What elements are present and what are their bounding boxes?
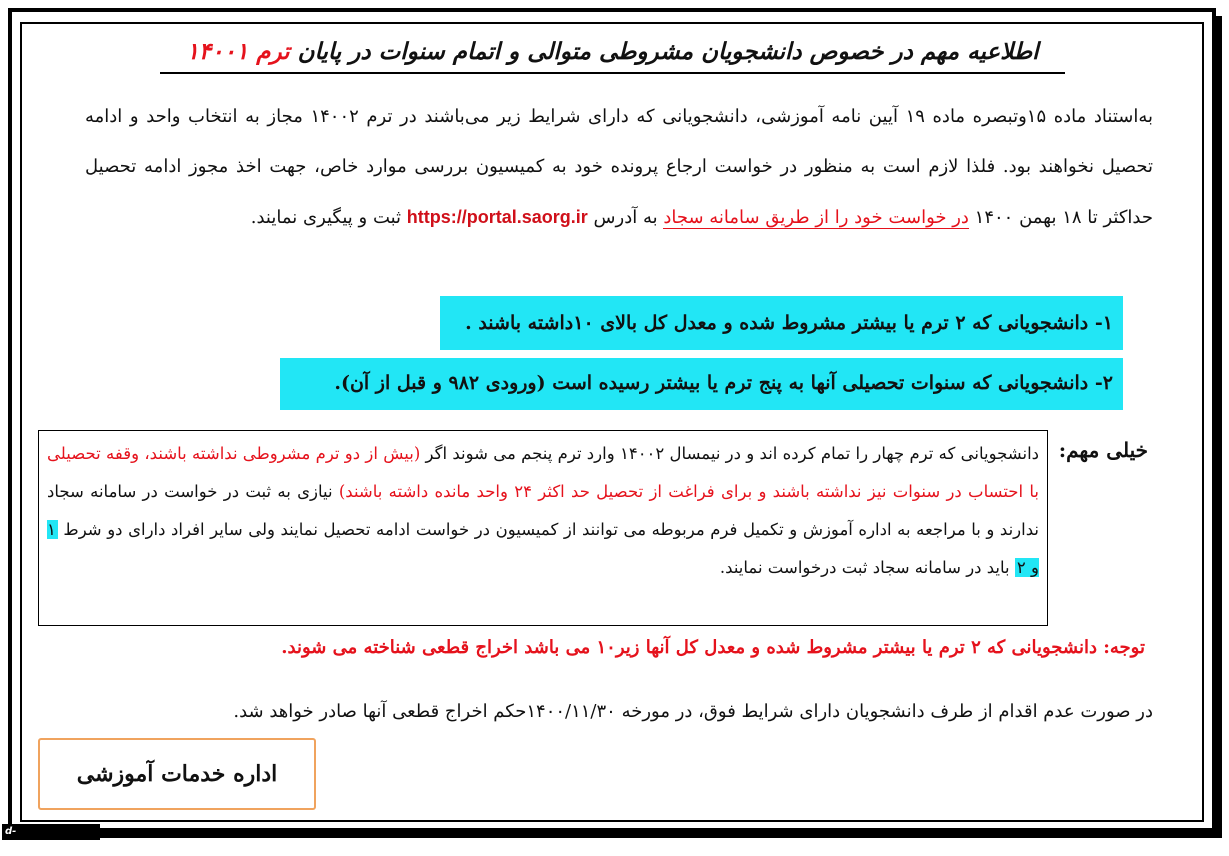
note-text: توجه: دانشجویانی که ۲ ترم یا بیشتر مشروط شده و معدل کل آنها زیر۱۰ می باشد اخراج قطعی شناخته می شوند. xyxy=(281,637,1145,658)
frame-shadow-bottom xyxy=(16,832,1222,838)
important-box xyxy=(38,430,1048,626)
important-highlight: ۱ و ۲ xyxy=(47,520,1039,577)
signature-box xyxy=(38,738,316,810)
final-text: در صورت عدم اقدام از طرف دانشجویان دارای شرایط فوق، در مورخه ۱۴۰۰/۱۱/۳۰حکم اخراج قطعی آنها صادر خواهد شد. xyxy=(233,701,1153,722)
condition-1: ۱- دانشجویانی که ۲ ترم یا بیشتر مشروط شده و معدل کل بالای ۱۰داشته باشند . xyxy=(440,296,1123,350)
intro-text-1: به‌استناد ماده ۱۵وتبصره ماده ۱۹ آیین نامه آموزشی، دانشجویانی که دارای شرایط زیر می‌باشند در ترم ۱۴۰۰۲ مجاز به انتخاب واحد و ادامه تحصیل نخواهند بود. فلذا لازم است به منظور در خواست ارجاع پرونده خود به کمیسیون بررسی موارد خاص، جهت اخذ مجوز ادامه تحصیل حداکثر تا ۱۸ بهمن ۱۴۰۰ xyxy=(85,106,1153,228)
important-text-2: نیازی به ثبت در خواست در سامانه سجاد ندارند و با مراجعه به اداره آموزش و تکمیل فرم مربوطه می توانند از کمیسیون در خواست ادامه تحصیل نمایند ولی سایر افراد دارای دو شرط xyxy=(47,482,1039,539)
title-main: اطلاعیه مهم در خصوص دانشجویان مشروطی متوالی و اتمام سنوات در پایان xyxy=(297,39,1039,65)
signature-text: اداره خدمات آموزشی xyxy=(76,761,278,787)
intro-text-3: ثبت و پیگیری نمایند. xyxy=(250,207,407,228)
condition-2: ۲- دانشجویانی که سنوات تحصیلی آنها به پنج ترم یا بیشتر رسیده است (ورودی ۹۸۲ و قبل از آن). xyxy=(280,358,1123,410)
title-term: ترم ۱۴۰۰۱ xyxy=(186,39,290,65)
important-text-1: دانشجویانی که ترم چهار را تمام کرده اند و در نیمسال ۱۴۰۰۲ وارد ترم پنجم می شوند اگر xyxy=(420,444,1040,463)
important-red-text: (بیش از دو ترم مشروطی نداشته باشند، وقفه تحصیلی با احتساب در سنوات نیز نداشته باشند و برای فراغت از تحصیل حد اکثر ۲۴ واحد مانده داشته باشند) xyxy=(47,444,1039,501)
portal-url-link[interactable]: https://portal.saorg.ir xyxy=(406,207,588,227)
frame-shadow-right xyxy=(1216,16,1222,838)
important-text-3: باید در سامانه سجاد ثبت درخواست نمایند. xyxy=(719,558,1015,577)
announcement-title xyxy=(160,34,1065,74)
intro-paragraph xyxy=(85,92,1153,243)
important-label: خیلی مهم: xyxy=(1058,438,1148,462)
intro-text-2: به آدرس xyxy=(587,207,664,228)
site-watermark: d-tabriz.nus.ac.ir xyxy=(2,824,100,840)
intro-underlined-text: در خواست خود را از طریق سامانه سجاد xyxy=(663,207,969,228)
